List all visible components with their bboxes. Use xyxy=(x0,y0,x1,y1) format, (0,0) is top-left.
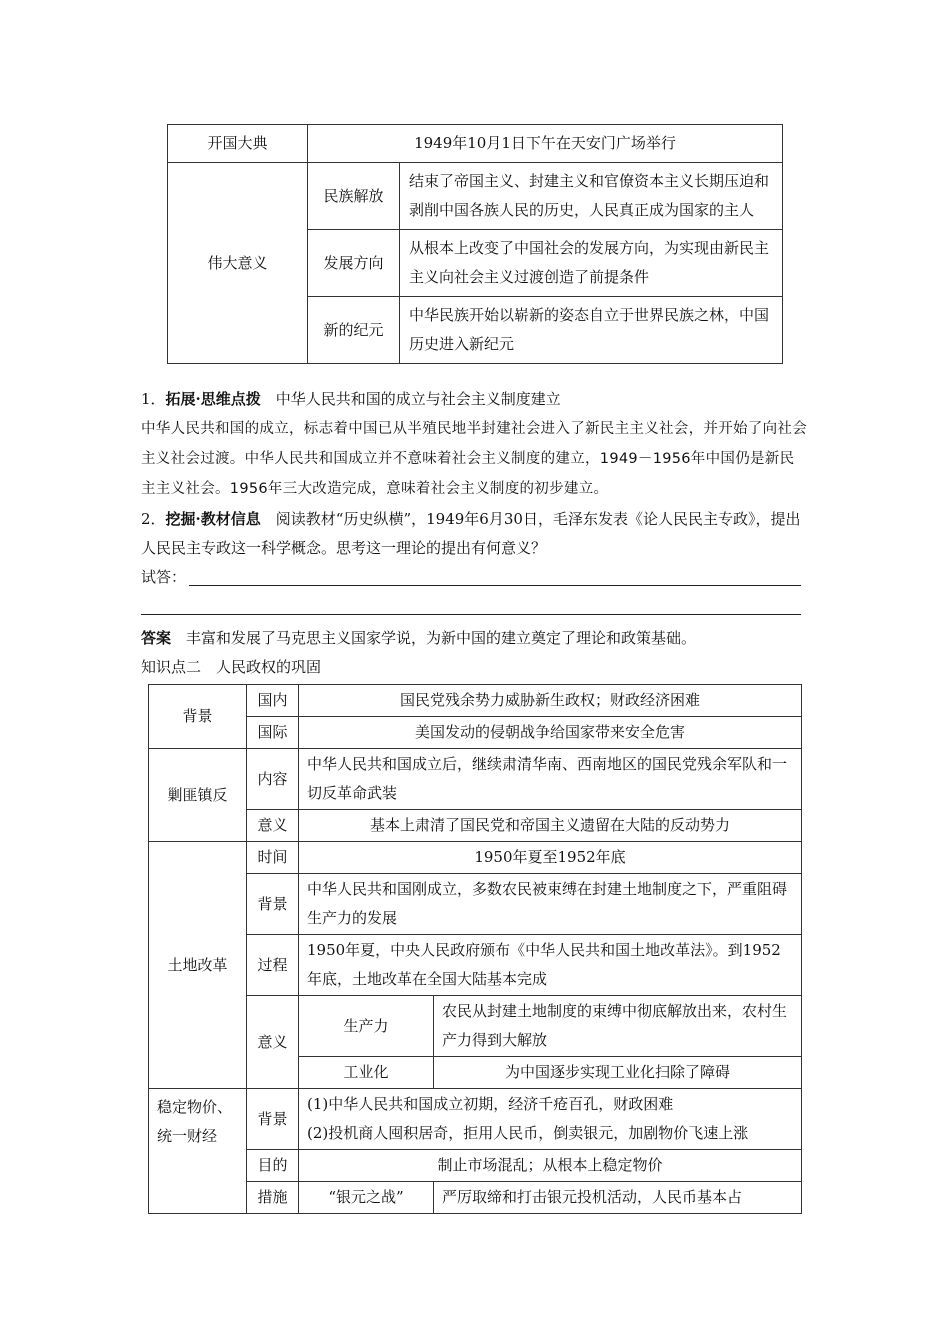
price-measure-label: 措施 xyxy=(247,1182,299,1214)
answer-input-line-1[interactable] xyxy=(189,585,801,586)
land-reform-label: 土地改革 xyxy=(149,842,247,1089)
try-answer-line xyxy=(141,563,809,592)
new-era-text: 中华民族开始以崭新的姿态自立于世界民族之林，中国历史进入新纪元 xyxy=(400,297,783,364)
price-background-item-1: (1)中华人民共和国成立初期，经济千疮百孔，财政困难 xyxy=(307,1095,674,1113)
price-goal-label: 目的 xyxy=(247,1150,299,1182)
land-time-label: 时间 xyxy=(247,842,299,874)
founding-ceremony-value: 1949年10月1日下午在天安门广场举行 xyxy=(308,125,783,163)
price-background-label: 背景 xyxy=(247,1089,299,1150)
industrialization-text: 为中国逐步实现工业化扫除了障碍 xyxy=(434,1057,802,1089)
development-direction-text: 从根本上改变了中国社会的发展方向，为实现由新民主主义向社会主义过渡创造了前提条件 xyxy=(400,230,783,297)
productivity-label: 生产力 xyxy=(299,996,434,1057)
bandit-meaning-label: 意义 xyxy=(247,810,299,842)
section-1-title: 中华人民共和国的成立与社会主义制度建立 xyxy=(275,390,561,408)
answer-block xyxy=(141,624,809,682)
try-answer-label: 试答： xyxy=(141,568,187,586)
price-goal-text: 制止市场混乱；从根本上稳定物价 xyxy=(299,1150,802,1182)
land-process-label: 过程 xyxy=(247,935,299,996)
national-liberation-label: 民族解放 xyxy=(308,163,400,230)
price-measure-text: 严厉取缔和打击银元投机活动，人民币基本占 xyxy=(434,1182,802,1214)
section-2 xyxy=(141,505,809,592)
development-direction-label: 发展方向 xyxy=(308,230,400,297)
significance-label: 伟大意义 xyxy=(168,163,308,364)
international-text: 美国发动的侵朝战争给国家带来安全危害 xyxy=(299,717,802,749)
answer-text: 丰富和发展了马克思主义国家学说，为新中国的建立奠定了理论和政策基础。 xyxy=(186,629,697,647)
knowledge-point-title: 知识点二 人民政权的巩固 xyxy=(141,658,322,676)
section-1 xyxy=(141,385,809,504)
price-background-item-2: (2)投机商人囤积居奇，拒用人民币，倒卖银元，加剧物价飞速上涨 xyxy=(307,1124,749,1142)
land-background-label: 背景 xyxy=(247,874,299,935)
new-era-label: 新的纪元 xyxy=(308,297,400,364)
answer-input-line-2[interactable] xyxy=(141,614,801,615)
land-meaning-label: 意义 xyxy=(247,996,299,1089)
section-1-heading-line xyxy=(141,385,809,414)
land-time-text: 1950年夏至1952年底 xyxy=(299,842,802,874)
section-2-body: 阅读教材“历史纵横”，1949年6月30日，毛泽东发表《论人民民主专政》，提出人民民主专政这一科学概念。思考这一理论的提出有何意义？ xyxy=(141,510,801,557)
bandit-content-label: 内容 xyxy=(247,749,299,810)
industrialization-label: 工业化 xyxy=(299,1057,434,1089)
answer-label: 答案 xyxy=(141,629,172,647)
national-liberation-text: 结束了帝国主义、封建主义和官僚资本主义长期压迫和剥削中国各族人民的历史，人民真正成为国家的主人 xyxy=(400,163,783,230)
section-1-heading: 拓展·思维点拨 xyxy=(165,390,261,408)
price-background-cell xyxy=(299,1089,802,1150)
land-process-text: 1950年夏，中央人民政府颁布《中华人民共和国土地改革法》。到1952年底，土地改革在全国大陆基本完成 xyxy=(299,935,802,996)
section-1-body: 中华人民共和国的成立，标志着中国已从半殖民地半封建社会进入了新民主主义社会，并开始了向社会主义社会过渡。中华人民共和国成立并不意味着社会主义制度的建立，1949－1956年中国仍是新民主主义社会。1956年三大改造完成，意味着社会主义制度的初步建立。 xyxy=(141,421,807,497)
background-label: 背景 xyxy=(149,685,247,749)
regime-consolidation-table xyxy=(148,684,802,1214)
productivity-text: 农民从封建土地制度的束缚中彻底解放出来，农村生产力得到大解放 xyxy=(434,996,802,1057)
domestic-label: 国内 xyxy=(247,685,299,717)
international-label: 国际 xyxy=(247,717,299,749)
section-2-heading: 挖掘·教材信息 xyxy=(165,510,261,528)
bandit-content-text: 中华人民共和国成立后，继续肃清华南、西南地区的国民党残余军队和一切反革命武装 xyxy=(299,749,802,810)
price-stabilization-label: 稳定物价、统一财经 xyxy=(149,1089,247,1214)
bandit-meaning-text: 基本上肃清了国民党和帝国主义遗留在大陆的反动势力 xyxy=(299,810,802,842)
domestic-text: 国民党残余势力威胁新生政权；财政经济困难 xyxy=(299,685,802,717)
section-1-number: 1． xyxy=(141,390,166,408)
bandit-suppression-label: 剿匪镇反 xyxy=(149,749,247,842)
land-background-text: 中华人民共和国刚成立，多数农民被束缚在封建土地制度之下，严重阻碍生产力的发展 xyxy=(299,874,802,935)
section-2-number: 2． xyxy=(141,510,166,528)
founding-significance-table xyxy=(167,124,783,364)
silver-dollar-battle-label: “银元之战” xyxy=(299,1182,434,1214)
founding-ceremony-label: 开国大典 xyxy=(168,125,308,163)
